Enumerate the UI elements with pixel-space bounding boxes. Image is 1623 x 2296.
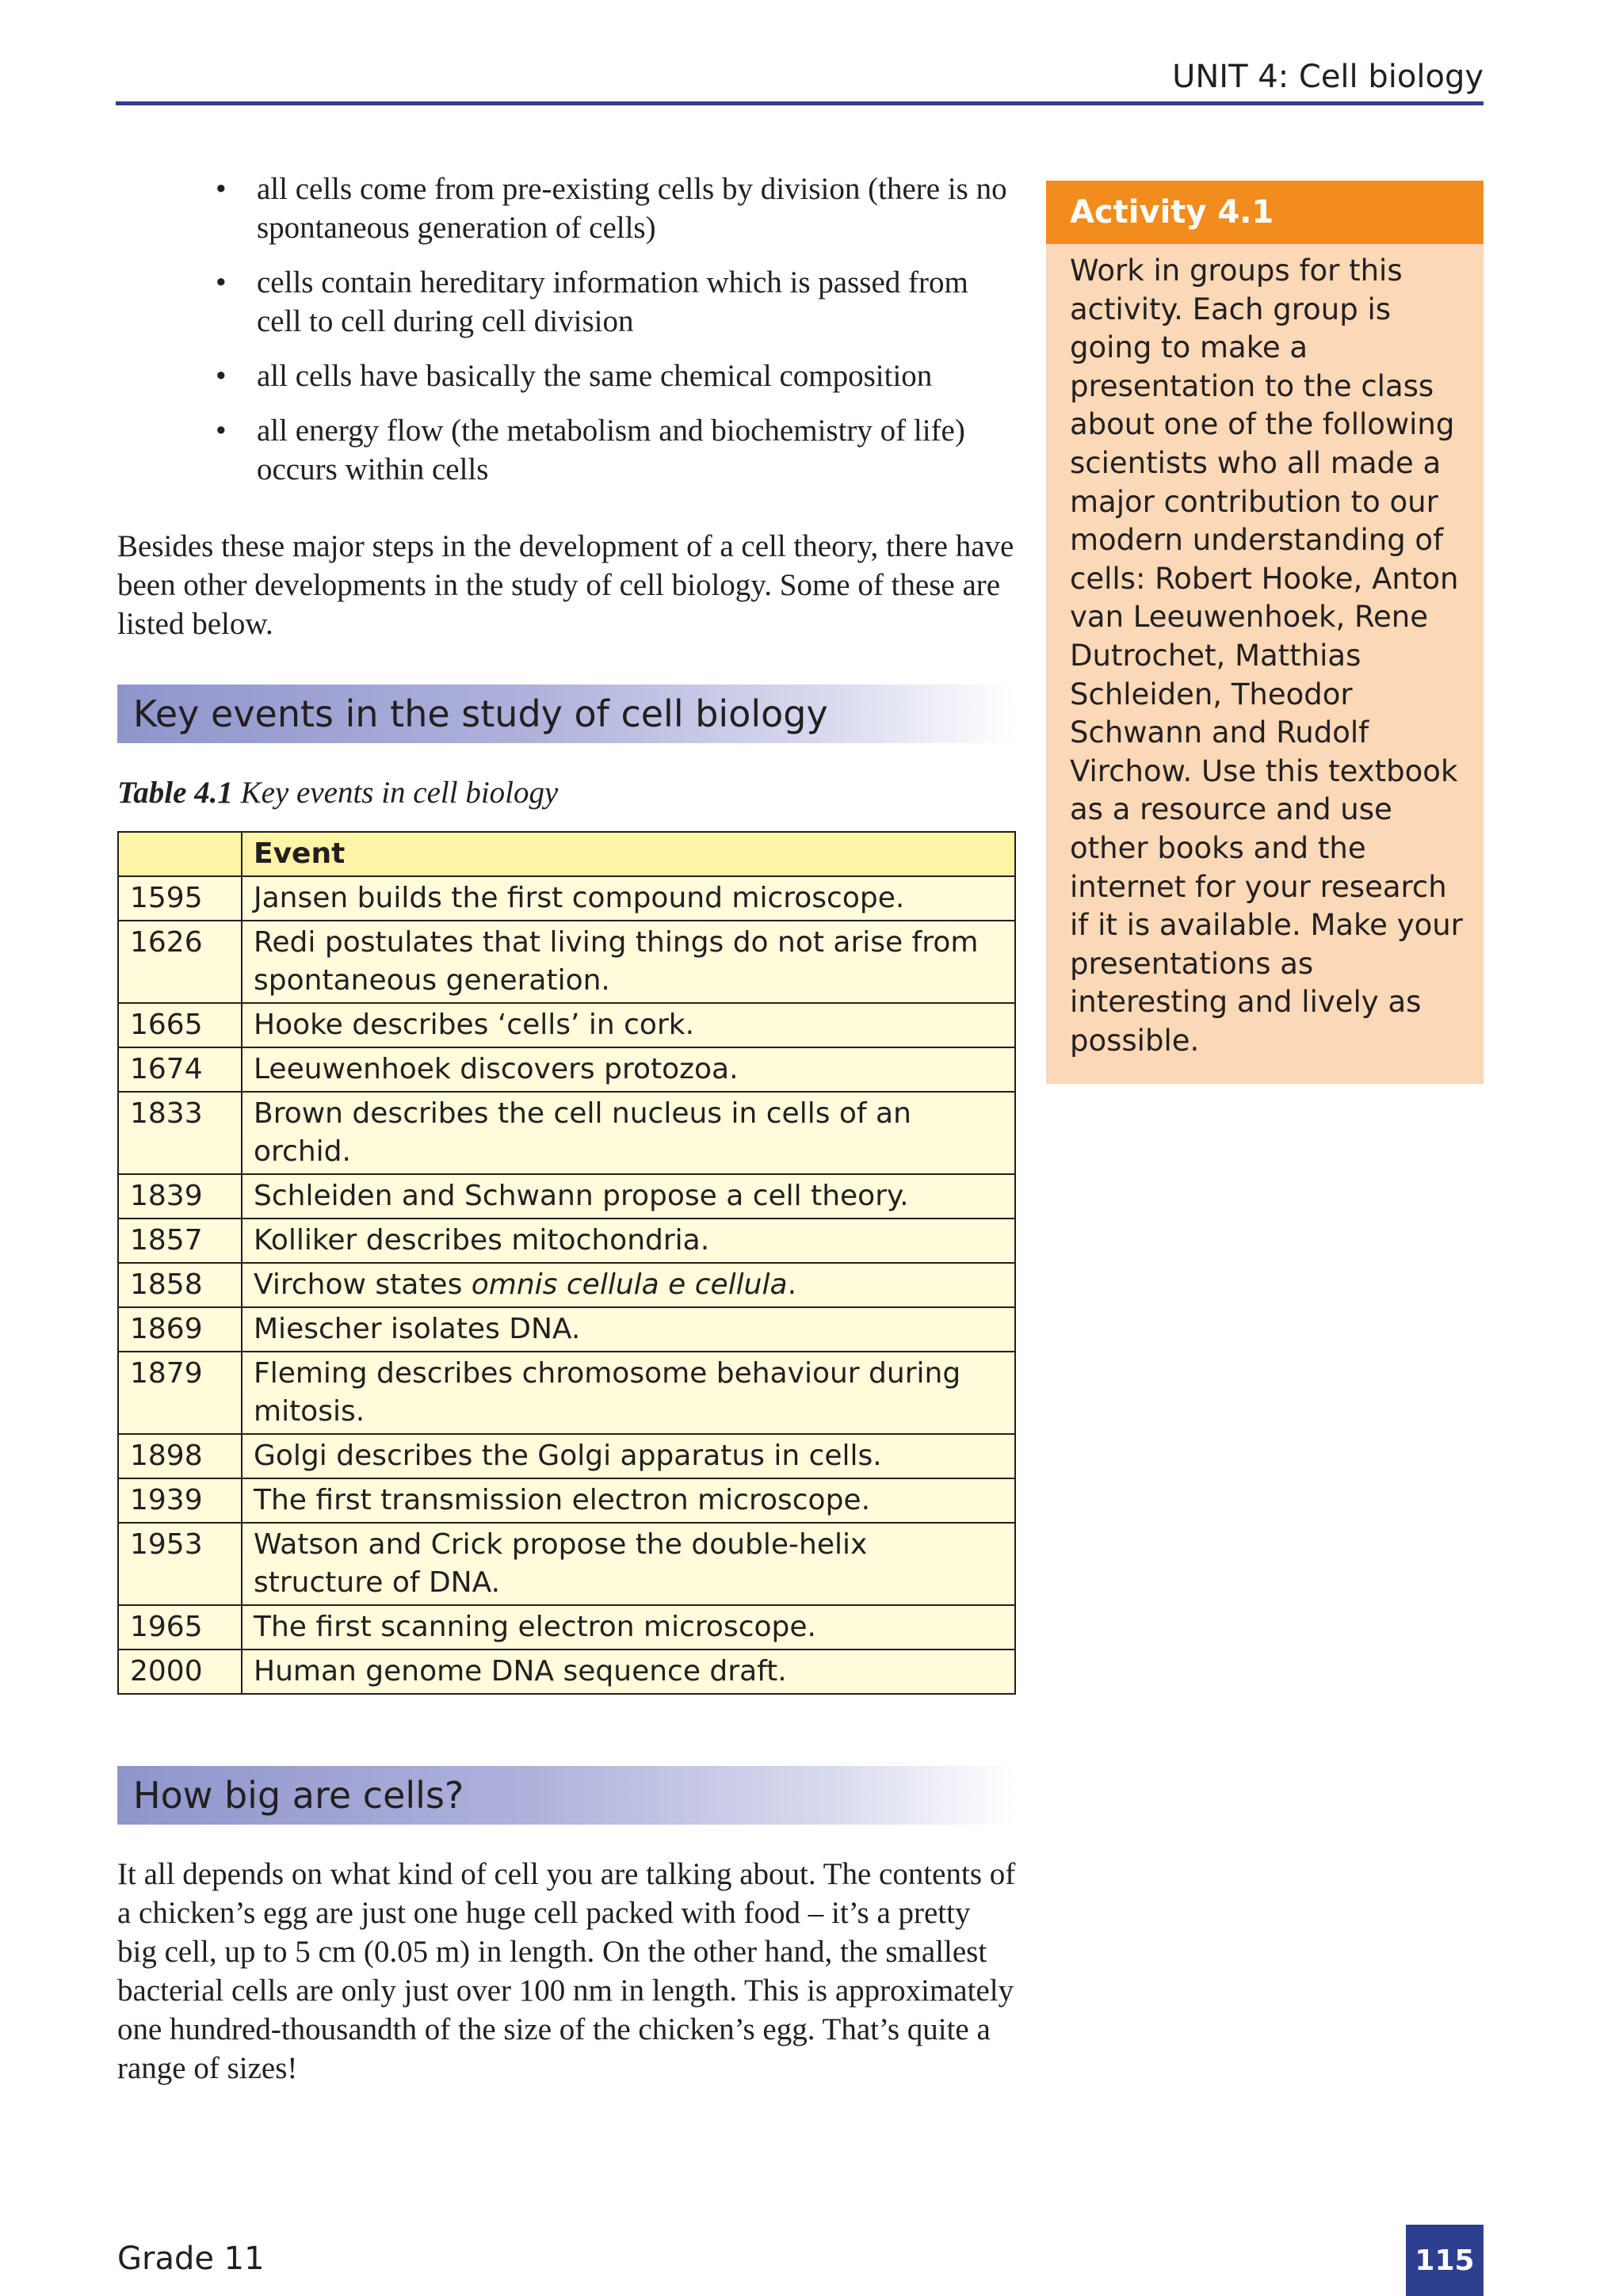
intro-paragraph: Besides these major steps in the development of a cell theory, there have been other developments in the study of cell biology. Some of these are listed below. <box>117 529 1014 641</box>
event-cell: Schleiden and Schwann propose a cell theory. <box>242 1174 1015 1219</box>
year-cell: 1898 <box>118 1434 242 1478</box>
section-heading-key-events <box>117 685 1016 743</box>
how-big-paragraph: It all depends on what kind of cell you are talking about. The contents of a chicken’s egg are just one huge cell packed with food – it’s a pretty big cell, up to 5 cm (0.05 m) in length. On the other hand, the smallest bacterial cells are only just over 100 nm in length. This is approximately one hundred-thousandth of the size of the chicken’s egg. That’s quite a range of sizes! <box>117 1857 1016 2085</box>
key-events-table <box>117 831 1016 1695</box>
event-column-header: Event <box>242 832 1015 876</box>
table-row <box>118 1307 1015 1352</box>
table-row <box>118 1478 1015 1523</box>
event-cell <box>242 1263 1015 1307</box>
bullet-icon: • <box>216 172 227 206</box>
event-cell: Hooke describes ‘cells’ in cork. <box>242 1003 1015 1047</box>
page-number-badge <box>1406 2225 1484 2296</box>
event-cell: Human genome DNA sequence draft. <box>242 1650 1015 1694</box>
event-cell: The first scanning electron microscope. <box>242 1605 1015 1650</box>
event-cell: Leeuwenhoek discovers protozoa. <box>242 1047 1015 1092</box>
activity-box <box>1046 181 1484 1084</box>
year-cell: 2000 <box>118 1650 242 1694</box>
bullet-list <box>117 170 1016 489</box>
event-cell: Golgi describes the Golgi apparatus in cells. <box>242 1434 1015 1478</box>
table-row <box>118 1523 1015 1605</box>
table-caption-label: Table 4.1 <box>117 776 233 810</box>
section-title: How big are cells? <box>133 1774 464 1817</box>
year-cell: 1869 <box>118 1307 242 1352</box>
event-suffix: . <box>787 1268 797 1301</box>
table-header-row <box>118 832 1015 876</box>
unit-header: UNIT 4: Cell biology <box>1172 59 1484 95</box>
footer-grade: Grade 11 <box>117 2241 265 2277</box>
event-cell: Kolliker describes mitochondria. <box>242 1219 1015 1263</box>
table-row <box>118 1219 1015 1263</box>
event-prefix: Virchow states <box>254 1268 472 1301</box>
list-item: • all energy flow (the metabolism and biochemistry of life) occurs within cells <box>257 411 1016 489</box>
year-cell: 1626 <box>118 921 242 1003</box>
event-italic-phrase: omnis cellula e cellula <box>471 1268 788 1301</box>
header-rule <box>116 101 1484 105</box>
list-item: • all cells have basically the same chemical composition <box>257 357 1016 395</box>
year-cell: 1939 <box>118 1478 242 1523</box>
table-row <box>118 1047 1015 1092</box>
table-caption-text: Key events in cell biology <box>232 776 559 810</box>
table-caption <box>117 775 1016 810</box>
year-cell: 1839 <box>118 1174 242 1219</box>
year-cell: 1879 <box>118 1352 242 1434</box>
bullet-icon: • <box>216 414 227 448</box>
event-cell: Miescher isolates DNA. <box>242 1307 1015 1352</box>
year-column-header <box>118 832 242 876</box>
list-item: • all cells come from pre-existing cells by division (there is no spontaneous generation of cells) <box>257 170 1016 247</box>
bullet-icon: • <box>216 359 227 393</box>
page-number: 115 <box>1415 2244 1475 2277</box>
section-heading-how-big <box>117 1766 1016 1825</box>
event-cell: Redi postulates that living things do not arise from spontaneous generation. <box>242 921 1015 1003</box>
year-cell: 1965 <box>118 1605 242 1650</box>
table-row <box>118 1003 1015 1047</box>
event-cell: Brown describes the cell nucleus in cells of an orchid. <box>242 1092 1015 1174</box>
section-title: Key events in the study of cell biology <box>133 692 828 735</box>
year-cell: 1858 <box>118 1263 242 1307</box>
year-cell: 1857 <box>118 1219 242 1263</box>
table-row <box>118 1174 1015 1219</box>
event-cell: Fleming describes chromosome behaviour during mitosis. <box>242 1352 1015 1434</box>
table-row <box>118 1352 1015 1434</box>
year-cell: 1665 <box>118 1003 242 1047</box>
year-cell: 1953 <box>118 1523 242 1605</box>
bullet-icon: • <box>216 265 227 299</box>
event-cell: The first transmission electron microscope. <box>242 1478 1015 1523</box>
event-cell: Jansen builds the first compound microscope. <box>242 876 1015 921</box>
main-column <box>117 170 1016 2088</box>
year-cell: 1833 <box>118 1092 242 1174</box>
table-row <box>118 1263 1015 1307</box>
year-cell: 1595 <box>118 876 242 921</box>
activity-body: Work in groups for this activity. Each group is going to make a presentation to the class about one of the following scientists who all made a major contribution to our modern understanding of cells: Robert Hooke, Anton van Leeuwenhoek, Rene Dutrochet, Matthias Schleiden, Theodor Schwann and Rudolf Virchow. Use this textbook as a resource and use other books and the internet for your research if it is available. Make your presentations as interesting and lively as possible. <box>1070 254 1463 1058</box>
table-row <box>118 1434 1015 1478</box>
year-cell: 1674 <box>118 1047 242 1092</box>
table-row <box>118 876 1015 921</box>
table-row <box>118 1605 1015 1650</box>
table-row <box>118 921 1015 1003</box>
activity-title: Activity 4.1 <box>1070 194 1274 231</box>
table-row <box>118 1092 1015 1174</box>
event-cell: Watson and Crick propose the double-helix structure of DNA. <box>242 1523 1015 1605</box>
activity-header <box>1046 181 1484 244</box>
table-row <box>118 1650 1015 1694</box>
list-item: • cells contain hereditary information which is passed from cell to cell during cell division <box>257 263 1016 341</box>
